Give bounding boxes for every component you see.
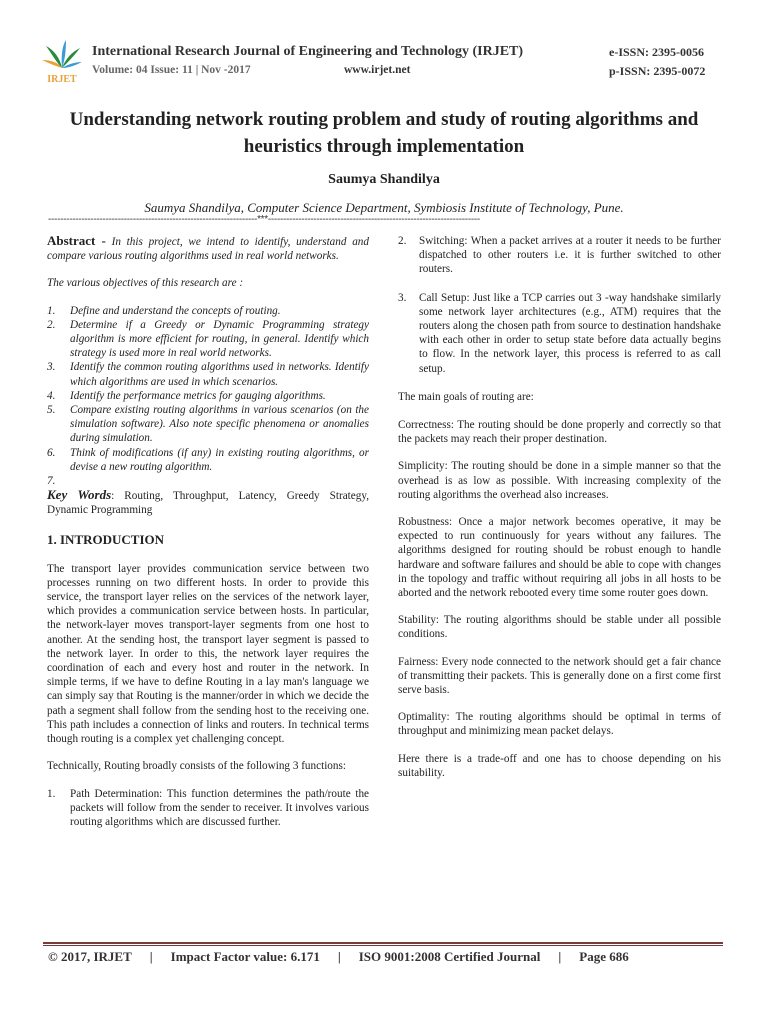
abstract — [47, 234, 369, 263]
goals-intro: The main goals of routing are: — [398, 390, 534, 403]
list-item: 5. Compare existing routing algorithms in various scenarios (on the simulation software). Also note specific phenomena or anomalies during simulation. — [47, 404, 369, 445]
goal-stability: Stability: The routing algorithms should be stable under all possible conditions. — [398, 614, 721, 641]
author-affiliation: Saumya Shandilya, Computer Science Department, Symbiosis Institute of Technology, Pune. — [144, 200, 624, 215]
goal-fairness: Fairness: Every node connected to the network should get a fair chance of transmitting their packets. This is generally done on a first come first serve basis. — [398, 655, 721, 697]
keywords — [47, 488, 369, 517]
journal-name: International Research Journal of Engineering and Technology (IRJET) — [92, 44, 524, 59]
footer-iso: ISO 9001:2008 Certified Journal — [358, 949, 541, 964]
goal-correctness: Correctness: The routing should be done properly and correctly so that the packets may reach their proper destination. — [398, 419, 721, 446]
irjet-logo — [40, 38, 84, 86]
footer-page-number: Page 686 — [579, 949, 629, 964]
right-column — [398, 234, 721, 793]
list-item: 1. Path Determination: This function determines the path/route the packets will follow from the sender to receiver. It involves various routing algorithms which are discussed further. — [47, 787, 369, 828]
list-item: 6. Think of modifications (if any) in existing routing algorithms, or devise a new routing algorithm. — [47, 446, 369, 473]
list-item: 2. Switching: When a packet arrives at a router it needs to be further dispatched to other routers i.e. it is further switched to other routers. — [398, 235, 721, 276]
goal-robustness: Robustness: Once a major network becomes operative, it may be expected to run continuously for years without any failures. The algorithms designed for routing should be robust enough to handle hardware and software failures and should be able to cope with changes in the topology and traffic without requiring all jobs in all hosts to be aborted and the network rebooted every time some router goes down. — [398, 516, 721, 600]
abstract-label: Abstract - — [47, 233, 106, 248]
functions-list — [47, 787, 369, 830]
introduction-heading: 1. INTRODUCTION — [47, 532, 165, 548]
e-issn: e-ISSN: 2395-0056 — [609, 45, 704, 59]
list-item: 4. Identify the performance metrics for gauging algorithms. — [47, 389, 326, 402]
objectives-list — [47, 304, 369, 488]
paper-title: Understanding network routing problem and study of routing algorithms and heuristics through implementation — [69, 109, 699, 157]
intro-paragraph-2: Technically, Routing broadly consists of the following 3 functions: — [47, 760, 346, 773]
list-item: 7. — [47, 475, 56, 488]
footer-rule — [43, 942, 723, 944]
left-column — [47, 234, 369, 829]
goal-optimality: Optimality: The routing algorithms should be optimal in terms of throughput and minimizing mean packet delays. — [398, 711, 721, 738]
logo-leaves-icon — [42, 40, 82, 68]
logo-text: IRJET — [47, 74, 77, 85]
tradeoff-note: Here there is a trade-off and one has to choose depending on his suitability. — [398, 752, 721, 779]
journal-website-link[interactable]: www.irjet.net — [344, 64, 411, 76]
keywords-label: Key Words — [47, 487, 112, 503]
footer-separator: | — [337, 949, 341, 964]
footer-impact-factor: Impact Factor value: 6.171 — [170, 949, 320, 964]
p-issn: p-ISSN: 2395-0072 — [609, 64, 706, 78]
objectives-intro: The various objectives of this research are : — [47, 277, 244, 290]
abstract-text: In this project, we intend to identify, understand and compare various routing algorithms used in real world networks. — [47, 236, 369, 263]
page-footer — [48, 949, 629, 965]
section-separator: ---------------------------------------------------------------------***---------------------------------------------------------------------- — [48, 214, 480, 224]
list-item: 2. Determine if a Greedy or Dynamic Programming strategy algorithm is more efficient for routing, in general. Identify which strategy is used more in real world networks. — [47, 318, 369, 360]
footer-copyright: © 2017, IRJET — [48, 949, 132, 964]
intro-paragraph-1: The transport layer provides communication service between two processes running on two different hosts. In order to provide this service, the transport layer relies on the services of the network layer, which provides a communication service between hosts. In particular, the network-layer moves transport-layer segments from one host to another. At the sending host, the transport layer segment is passed to the network layer. In order to this, the network layer requires the coordination of each and every host and router in the network. In simple terms, if we have to define Routing in a lay man's language we can simply say that Routing is the manner/order in which we decide the path a segment shall follow from the sending host to the receiving one. This path includes a connection of links and routers. In technical terms though routing is a complex yet challenging concept. — [47, 562, 369, 746]
author-name: Saumya Shandilya — [328, 172, 440, 187]
list-item: 3. Call Setup: Just like a TCP carries out 3 -way handshake similarly some network layer architectures (e.g., ATM) requires that the routers along the chosen path from source to destination handshake with each other in order to setup state before data actually begins to flow. In the network layer, this process is referred to as call setup. — [398, 291, 721, 375]
footer-separator: | — [149, 949, 153, 964]
goal-simplicity: Simplicity: The routing should be done in a simple manner so that the overhead is as low as possible. With increasing complexity of the routing algorithms the overhead also increases. — [398, 460, 721, 501]
list-item: 3. Identify the common routing algorithms used in networks. Identify which algorithms are used in which scenarios. — [47, 361, 369, 388]
keywords-text: : Routing, Throughput, Latency, Greedy Strategy, Dynamic Programming — [47, 490, 369, 517]
footer-separator: | — [558, 949, 562, 964]
volume-issue: Volume: 04 Issue: 11 | Nov -2017 — [92, 64, 251, 76]
functions-list-continued — [398, 234, 721, 376]
footer-rule-thin — [43, 945, 723, 946]
list-item: 1. Define and understand the concepts of routing. — [47, 304, 281, 317]
